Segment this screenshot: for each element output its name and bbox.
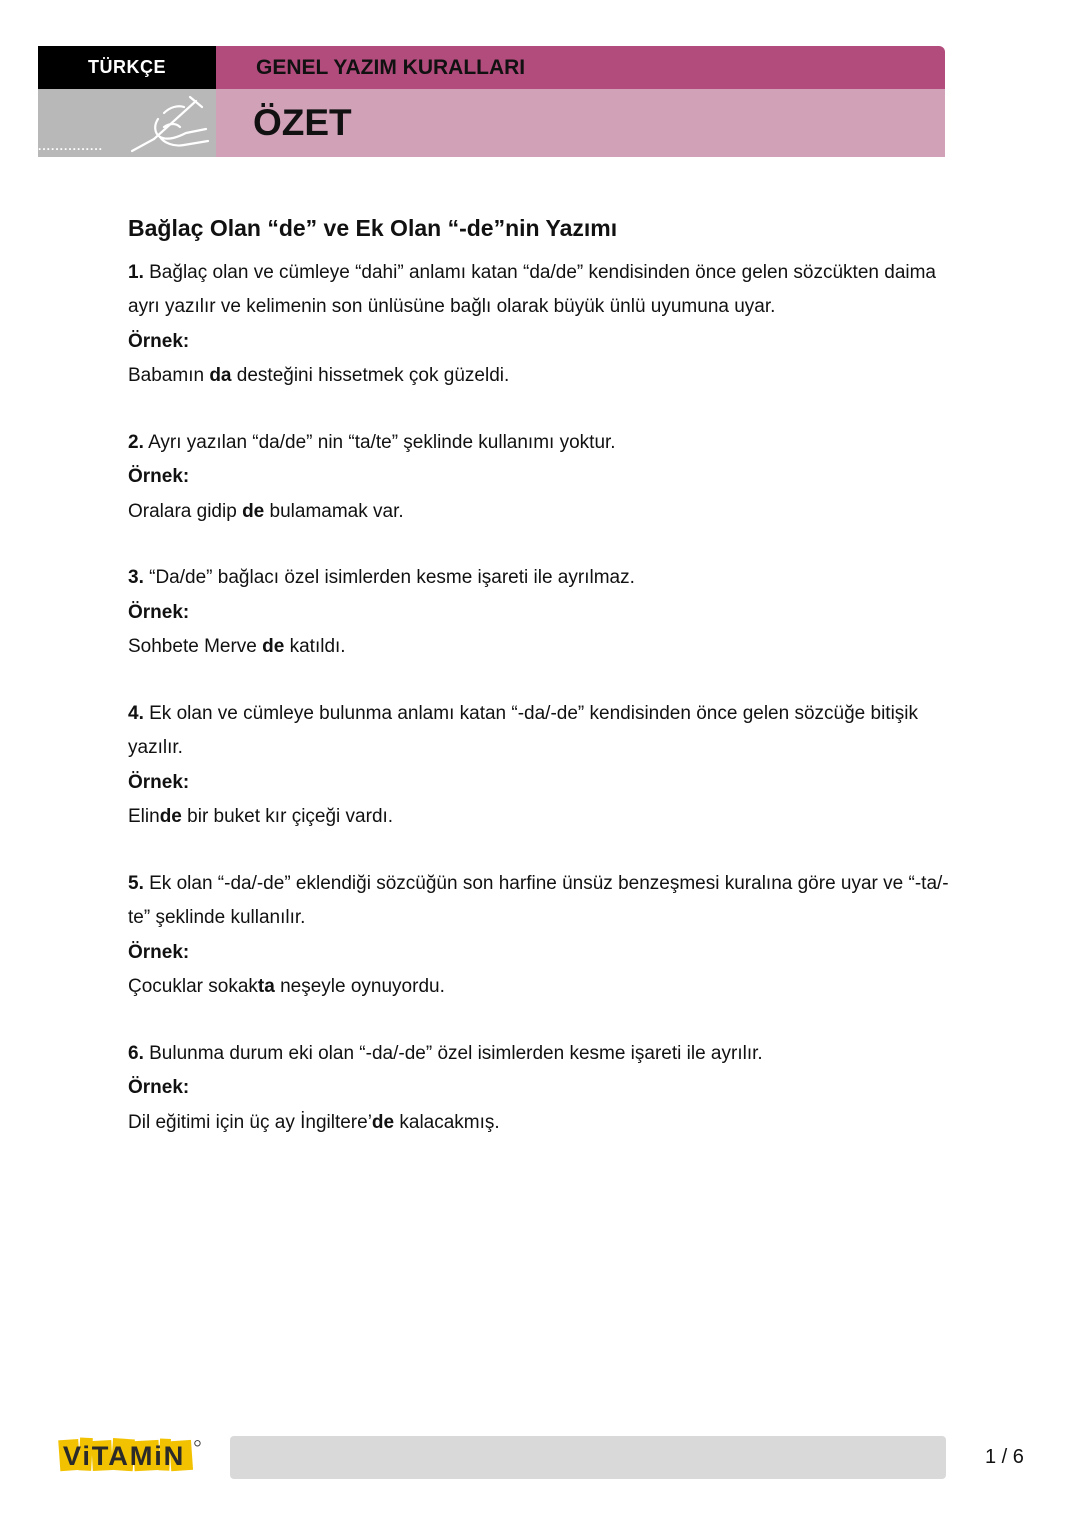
example-sentence: Oralara gidip de bulamamak var. (128, 500, 404, 522)
rule-text (128, 426, 958, 461)
rule-number: 2. (128, 431, 144, 453)
example-label: Örnek: (128, 330, 190, 352)
rule-3 (128, 561, 958, 665)
rule-number: 6. (128, 1042, 144, 1064)
example-label: Örnek: (128, 941, 190, 963)
example-sentence: Dil eğitimi için üç ay İngiltere’de kalacakmış. (128, 1111, 500, 1133)
section-title: Bağlaç Olan “de” ve Ek Olan “-de”nin Yazımı (128, 215, 618, 241)
rule-text (128, 256, 958, 325)
rule-number: 4. (128, 702, 144, 724)
example-label: Örnek: (128, 771, 190, 793)
dotted-line: ............... (38, 139, 104, 153)
rule-body: Bağlaç olan ve cümleye “dahi” anlamı katan “da/de” kendisinden önce gelen sözcükten daima ayrı yazılır ve kelimenin son ünlüsüne bağlı olarak büyük ünlü uyumuna uyar. (128, 261, 936, 318)
example-label: Örnek: (128, 601, 190, 623)
rule-2 (128, 426, 958, 530)
example-label: Örnek: (128, 1077, 190, 1099)
rule-number: 3. (128, 567, 144, 589)
writing-hand-icon-box (38, 89, 216, 157)
example-sentence: Çocuklar sokakta neşeyle oynuyordu. (128, 976, 445, 998)
rule-text (128, 697, 958, 766)
subject-label: TÜRKÇE (38, 46, 216, 89)
rule-6 (128, 1037, 958, 1141)
topic-title: GENEL YAZIM KURALLARI (216, 46, 945, 89)
logo-text: ViTAMiN (62, 1440, 186, 1472)
page-number: 1 / 6 (985, 1446, 1024, 1468)
rule-body: Bulunma durum eki olan “-da/-de” özel isimlerden kesme işareti ile ayrılır. (143, 1042, 763, 1064)
rule-5 (128, 867, 958, 1005)
rule-body: Ayrı yazılan “da/de” nin “ta/te” şeklinde kullanımı yoktur. (143, 431, 616, 453)
rule-text (128, 1037, 958, 1072)
rule-4 (128, 697, 958, 835)
rule-body: “Da/de” bağlacı özel isimlerden kesme işareti ile ayrılmaz. (143, 567, 635, 589)
rule-number: 1. (128, 261, 144, 283)
registered-mark (195, 1441, 200, 1446)
example-label: Örnek: (128, 466, 190, 488)
example-sentence: Elinde bir buket kır çiçeği vardı. (128, 806, 394, 828)
footer-bar (230, 1436, 946, 1479)
summary-title: ÖZET (216, 89, 945, 157)
rule-text (128, 561, 958, 596)
rule-number: 5. (128, 872, 144, 894)
rule-text (128, 867, 958, 936)
rule-1 (128, 256, 958, 394)
writing-hand-icon (124, 93, 214, 155)
content (128, 214, 958, 1172)
example-sentence: Sohbete Merve de katıldı. (128, 636, 346, 658)
rule-body: Ek olan “-da/-de” eklendiği sözcüğün son harfine ünsüz benzeşmesi kuralına göre uyar ve “-ta/-te” şeklinde kullanılır. (128, 872, 949, 929)
rule-body: Ek olan ve cümleye bulunma anlamı katan “-da/-de” kendisinden önce gelen sözcüğe bitişik yazılır. (128, 702, 919, 759)
example-sentence: Babamın da desteğini hissetmek çok güzeldi. (128, 365, 510, 387)
vitamin-logo (52, 1436, 212, 1476)
